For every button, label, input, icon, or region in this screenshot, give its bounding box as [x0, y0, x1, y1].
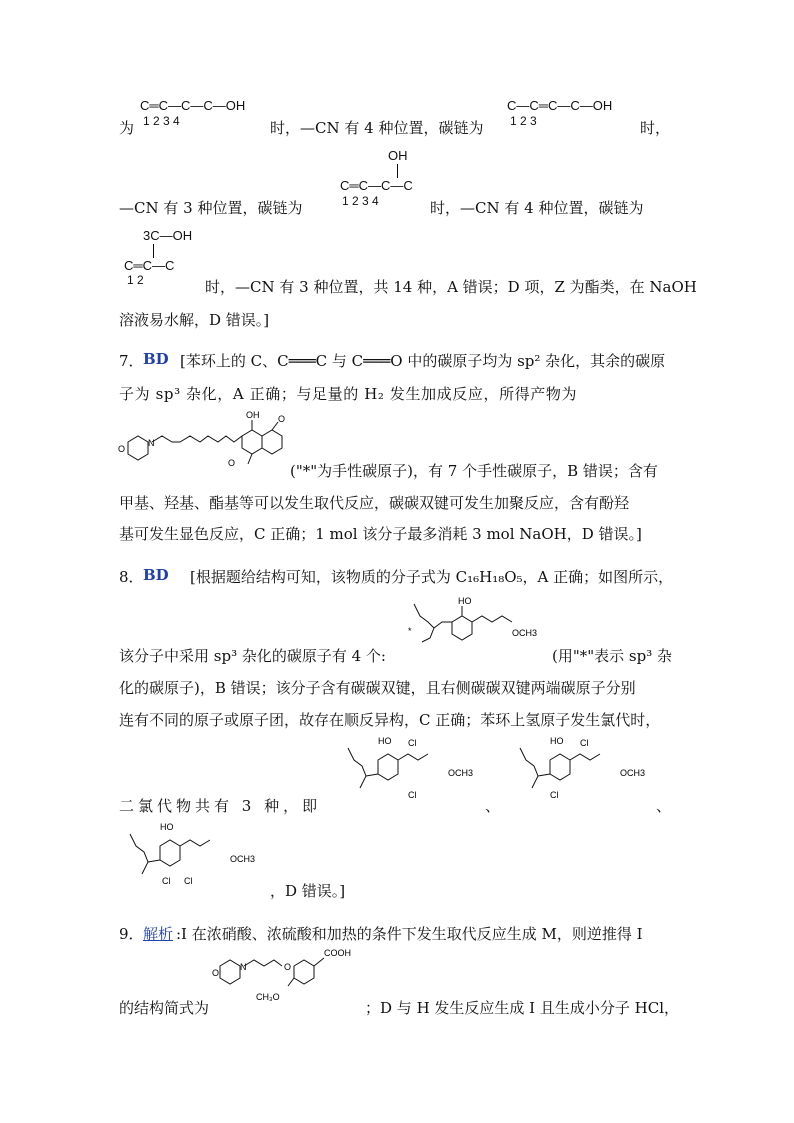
q8-line5: 二氯代物共有 3 种，即: [119, 797, 322, 815]
q7-number: 7．: [119, 352, 144, 370]
dichloro-structure-3: [120, 818, 270, 890]
ho-label: HO: [378, 736, 392, 746]
q9-line2: 的结构简式为: [119, 999, 210, 1017]
q7-product-structure: [118, 408, 298, 472]
q7-o-label: O: [118, 444, 126, 454]
q7-line4: 甲基、羟基、酯基等可以发生取代反应，碳碳双键可发生加聚反应，含有酚羟: [119, 494, 630, 512]
q7-line2: 子为 sp³ 杂化，A 正确；与足量的 H₂ 发生加成反应，所得产物为: [119, 385, 578, 403]
ho-label: HO: [160, 822, 174, 832]
q8-och3-label: OCH3: [512, 628, 538, 638]
q7-answer: BD: [143, 350, 169, 368]
carbon-chain-1: C═C—C—C—OH: [140, 98, 246, 113]
ho-label: HO: [550, 736, 564, 746]
q9-number: 9．: [119, 925, 144, 943]
text-line3: 时，—CN 有 3 种位置，共 14 种，A 错误；D 项，Z 为酯类，在 NaOH: [205, 278, 697, 296]
q8-line4: 连有不同的原子或原子团，故存在顺反异构，C 正确；苯环上氢原子发生氯代时，: [119, 711, 661, 729]
text-line2-b: 时，—CN 有 4 种位置，碳链为: [430, 199, 644, 217]
q9-line2b: ；D 与 H 发生反应生成 I 且生成小分子 HCl，: [365, 999, 679, 1017]
carbon-chain-4-numbers: 1 2: [127, 273, 144, 287]
dichloro-structure-1: [338, 732, 488, 802]
q9-analysis-label: 解析: [143, 925, 174, 943]
carbon-chain-3-numbers: 1 2 3 4: [342, 194, 379, 208]
q9-structure: [212, 948, 362, 1004]
carbon-chain-2-numbers: 1 2 3: [510, 114, 537, 128]
bond-vertical-2: [153, 244, 154, 258]
och3-label: OCH3: [620, 768, 646, 778]
text-line3-2: 溶液易水解，D 错误。]: [119, 311, 270, 329]
oh-label: OH: [388, 148, 408, 163]
q7-n-label: N: [148, 438, 155, 448]
q8-number: 8．: [119, 568, 144, 586]
separator-2: 、: [656, 797, 672, 815]
q8-line3: 化的碳原子)，B 错误；该分子含有碳碳双键，且右侧碳碳双键两端碳原子分别: [119, 679, 636, 697]
q7-me-label: O: [228, 458, 236, 468]
cl-label: Cl: [550, 790, 559, 800]
text-wei: 为: [119, 119, 135, 137]
o-label: O: [212, 968, 220, 978]
separator-1: 、: [485, 797, 501, 815]
q8-line2b: (用"*"表示 sp³ 杂: [552, 647, 673, 665]
q9-line1: :I 在浓硝酸、浓硫酸和加热的条件下发生取代反应生成 M，则逆推得 I: [176, 925, 643, 943]
text-line1-mid: 时，—CN 有 4 种位置，碳链为: [270, 119, 484, 137]
text-line1-end: 时，: [640, 119, 671, 137]
q8-ho-label: HO: [458, 596, 472, 606]
text-line2-a: —CN 有 3 种位置，碳链为: [119, 199, 303, 217]
branch-label: 3C—OH: [143, 228, 193, 243]
q8-line2: 该分子中采用 sp³ 杂化的碳原子有 4 个:: [119, 647, 386, 665]
q7-line5: 基可发生显色反应，C 正确；1 mol 该分子最多消耗 3 mol NaOH，D 错误。]: [119, 525, 642, 543]
q7-oh-label: OH: [246, 410, 260, 420]
cl-label: Cl: [184, 876, 193, 886]
och3-label: OCH3: [448, 768, 474, 778]
q7-o2-label: O: [278, 414, 286, 424]
cl-label: Cl: [162, 876, 171, 886]
q8-line6: ，D 错误。]: [270, 882, 346, 900]
cl-label: Cl: [580, 738, 589, 748]
q7-line1: [苯环上的 C、C═══C 与 C═══O 中的碳原子均为 sp² 杂化，其余的碳原: [180, 352, 666, 370]
q8-star-label: *: [408, 626, 412, 636]
cl-label: Cl: [408, 738, 417, 748]
q8-line1: [根据题给结构可知，该物质的分子式为 C₁₆H₁₈O₅，A 正确；如图所示，: [190, 568, 674, 586]
carbon-chain-3: C═C—C—C: [340, 178, 413, 193]
q8-answer: BD: [143, 566, 169, 584]
bond-vertical: [397, 164, 398, 178]
och3-label: OCH3: [230, 854, 256, 864]
cl-label: Cl: [408, 790, 417, 800]
dichloro-structure-2: [510, 732, 660, 802]
carbon-chain-1-numbers: 1 2 3 4: [143, 114, 180, 128]
carbon-chain-2: C—C═C—C—OH: [507, 98, 613, 113]
q7-line3: ("*"为手性碳原子)，有 7 个手性碳原子，B 错误；含有: [290, 462, 658, 480]
ch3o-label: CH₃O: [256, 992, 280, 1002]
o-label: O: [284, 962, 292, 972]
carbon-chain-4: C═C—C: [124, 258, 175, 273]
cooh-label: COOH: [324, 948, 351, 958]
q8-sp3-structure: [400, 592, 560, 654]
n-label: N: [240, 962, 247, 972]
